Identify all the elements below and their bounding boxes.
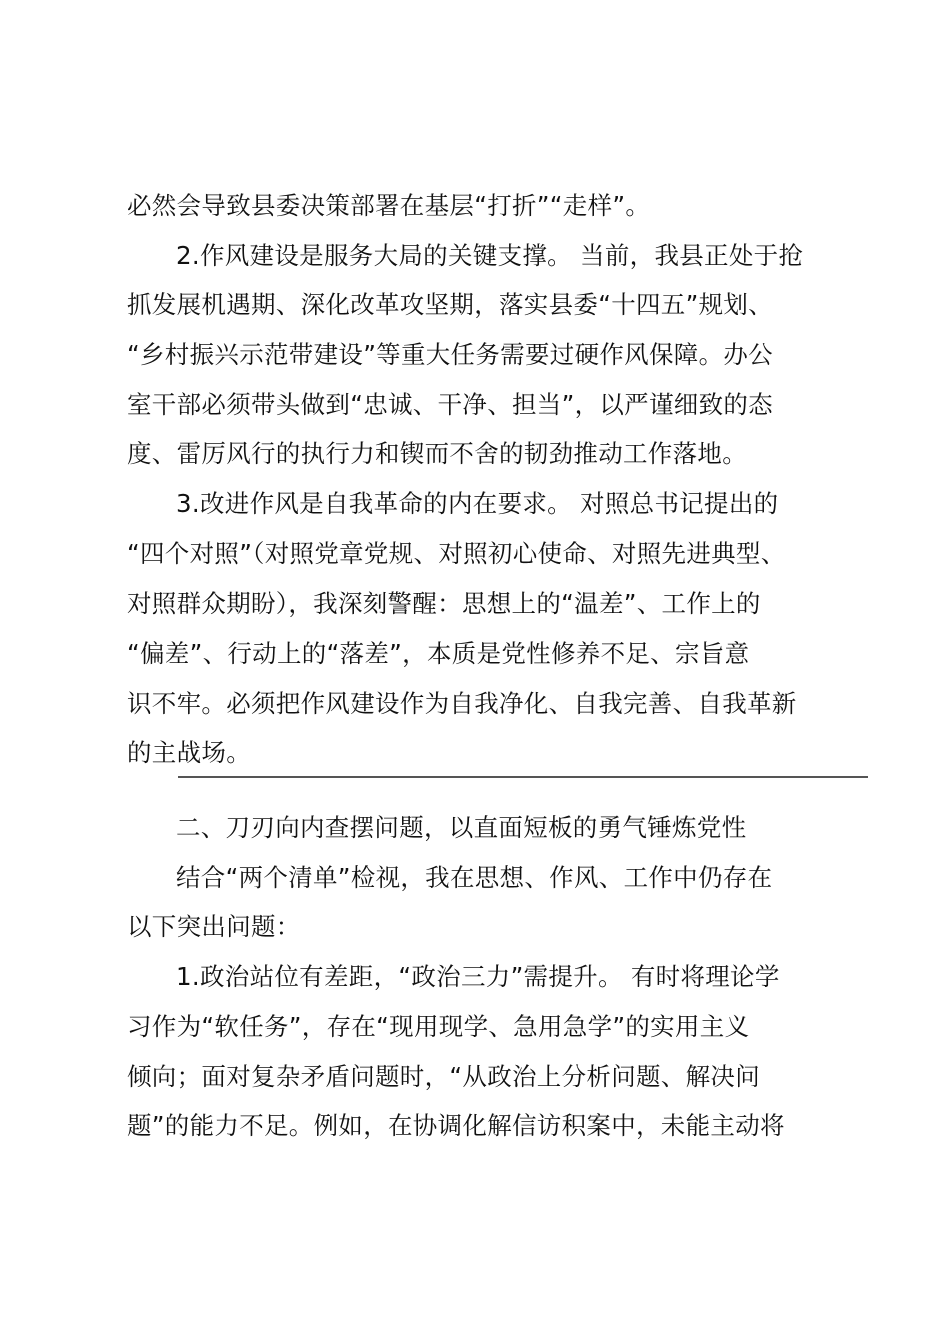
text-line: 以下突出问题：: [127, 912, 301, 941]
text-line: 的主战场。: [127, 738, 251, 767]
text-line: 3.改进作风是自我革命的内在要求。 对照总书记提出的: [176, 489, 779, 518]
text-line: 度、雷厉风行的执行力和锲而不舍的韧劲推动工作落地。: [127, 439, 747, 468]
text-line: 对照群众期盼），我深刻警醒：思想上的“温差”、工作上的: [127, 589, 761, 618]
text-line: “乡村振兴示范带建设”等重大任务需要过硬作风保障。办公: [127, 340, 773, 369]
text-line: “四个对照”（对照党章党规、对照初心使命、对照先进典型、: [127, 539, 786, 568]
text-line: 倾向；面对复杂矛盾问题时，“从政治上分析问题、解决问: [127, 1062, 760, 1091]
text-line: 室干部必须带头做到“忠诚、干净、担当”，以严谨细致的态: [127, 390, 773, 419]
text-line: 题”的能力不足。例如，在协调化解信访积案中，未能主动将: [127, 1111, 785, 1140]
text-line: 2.作风建设是服务大局的关键支撑。 当前，我县正处于抢: [176, 241, 804, 270]
section-heading: 二、刀刃向内查摆问题，以直面短板的勇气锤炼党性: [176, 813, 747, 842]
text-line: 识不牢。必须把作风建设作为自我净化、自我完善、自我革新: [127, 689, 797, 718]
text-line: 1.政治站位有差距，“政治三力”需提升。 有时将理论学: [176, 962, 780, 991]
horizontal-divider: [178, 776, 868, 778]
text-line: 习作为“软任务”，存在“现用现学、急用急学”的实用主义: [127, 1012, 750, 1041]
text-line: 抓发展机遇期、深化改革攻坚期，落实县委“十四五”规划、: [127, 290, 773, 319]
text-line: 结合“两个清单”检视，我在思想、作风、工作中仍存在: [176, 863, 773, 892]
text-line: 必然会导致县委决策部署在基层“打折”“走样”。: [127, 191, 651, 220]
text-line: “偏差”、行动上的“落差”，本质是党性修养不足、宗旨意: [127, 639, 750, 668]
